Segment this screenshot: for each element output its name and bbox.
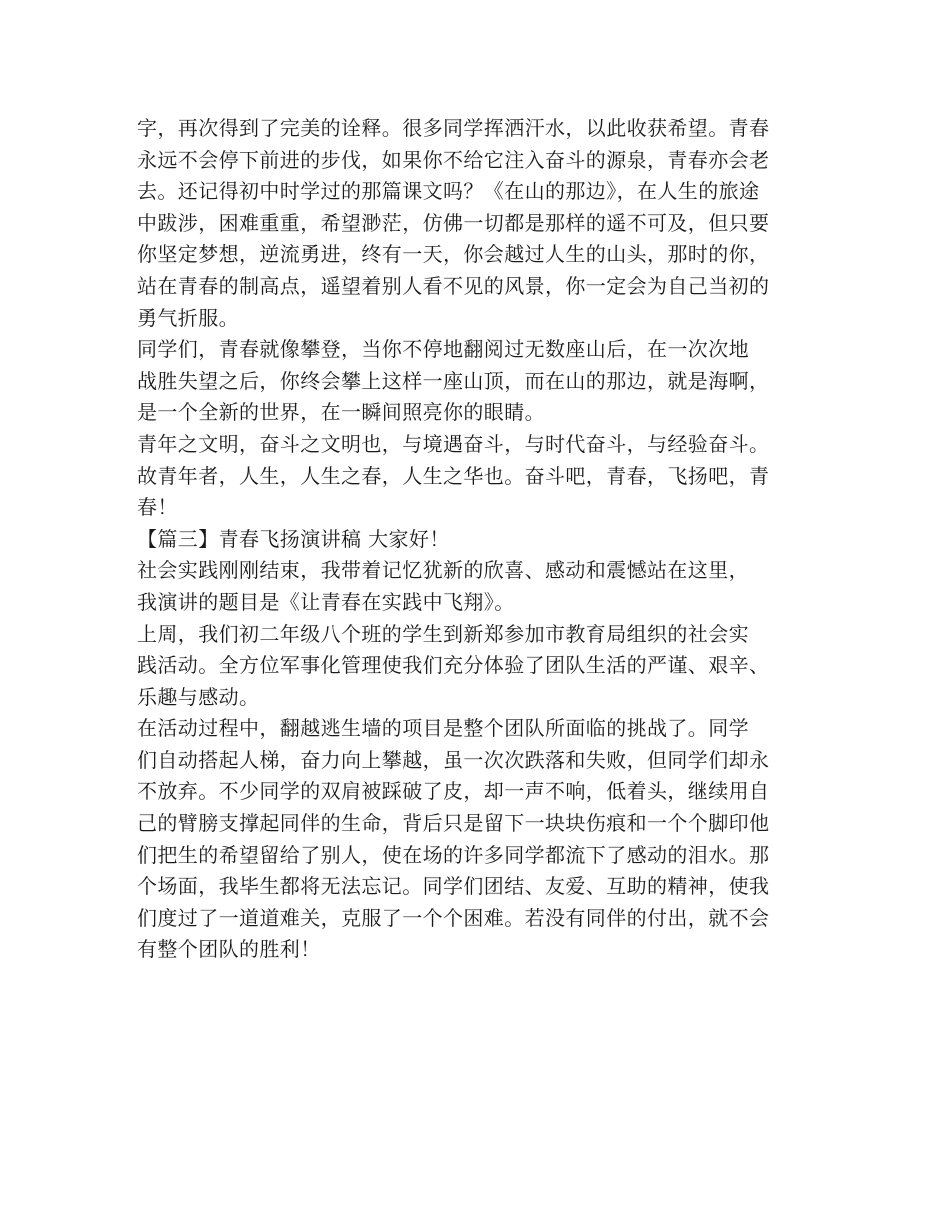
text-line: 站在青春的制高点，遥望着别人看不见的风景，你一定会为自己当初的 bbox=[137, 273, 770, 298]
text-line: 们度过了一道道难关，克服了一个个困难。若没有同伴的付出，就不会 bbox=[137, 905, 770, 930]
text-line: 青年之文明，奋斗之文明也，与境遇奋斗，与时代奋斗，与经验奋斗。 bbox=[137, 431, 770, 456]
text-line: 们把生的希望留给了别人，使在场的许多同学都流下了感动的泪水。那 bbox=[137, 842, 770, 867]
text-line: 社会实践刚刚结束，我带着记忆犹新的欣喜、感动和震憾站在这里， bbox=[137, 558, 749, 583]
text-line: 同学们，青春就像攀登，当你不停地翻阅过无数座山后，在一次次地 bbox=[137, 337, 749, 362]
body-text bbox=[137, 113, 837, 966]
text-line: 春！ bbox=[137, 495, 178, 520]
text-line: 你坚定梦想，逆流勇进，终有一天，你会越过人生的山头，那时的你， bbox=[137, 242, 770, 267]
text-line: 不放弃。不少同学的双肩被踩破了皮，却一声不响，低着头，继续用自 bbox=[137, 779, 770, 804]
text-line: 故青年者，人生，人生之春，人生之华也。奋斗吧，青春，飞扬吧，青 bbox=[137, 463, 770, 488]
text-line: 字，再次得到了完美的诠释。很多同学挥洒汗水，以此收获希望。青春 bbox=[137, 116, 770, 140]
text-line: 战胜失望之后，你终会攀上这样一座山顶，而在山的那边，就是海啊， bbox=[137, 368, 770, 393]
text-line: 上周，我们初二年级八个班的学生到新郑参加市教育局组织的社会实 bbox=[137, 621, 749, 646]
text-line: 有整个团队的胜利！ bbox=[137, 937, 321, 962]
text-line: 个场面，我毕生都将无法忘记。同学们团结、友爱、互助的精神，使我 bbox=[137, 874, 770, 899]
text-line: 践活动。全方位军事化管理使我们充分体验了团队生活的严谨、艰辛、 bbox=[137, 653, 770, 678]
section-heading: 【篇三】青春飞扬演讲稿 大家好！ bbox=[137, 526, 450, 551]
text-line: 乐趣与感动。 bbox=[137, 684, 260, 709]
text-line: 去。还记得初中时学过的那篇课文吗？《在山的那边》，在人生的旅途 bbox=[137, 179, 760, 204]
text-line: 己的臂膀支撑起同伴的生命，背后只是留下一块块伤痕和一个个脚印他 bbox=[137, 811, 770, 836]
text-line: 中跋涉，困难重重，希望渺茫，仿佛一切都是那样的遥不可及，但只要 bbox=[137, 210, 770, 235]
text-line: 是一个全新的世界，在一瞬间照亮你的眼睛。 bbox=[137, 400, 545, 425]
text-line: 我演讲的题目是《让青春在实践中飞翔》。 bbox=[137, 589, 515, 614]
text-line: 在活动过程中，翻越逃生墙的项目是整个团队所面临的挑战了。同学 bbox=[137, 716, 749, 741]
text-line: 们自动搭起人梯，奋力向上攀越，虽一次次跌落和失败，但同学们却永 bbox=[137, 747, 770, 772]
text-line: 永远不会停下前进的步伐，如果你不给它注入奋斗的源泉，青春亦会老 bbox=[137, 147, 770, 172]
text-line: 勇气折服。 bbox=[137, 305, 239, 330]
